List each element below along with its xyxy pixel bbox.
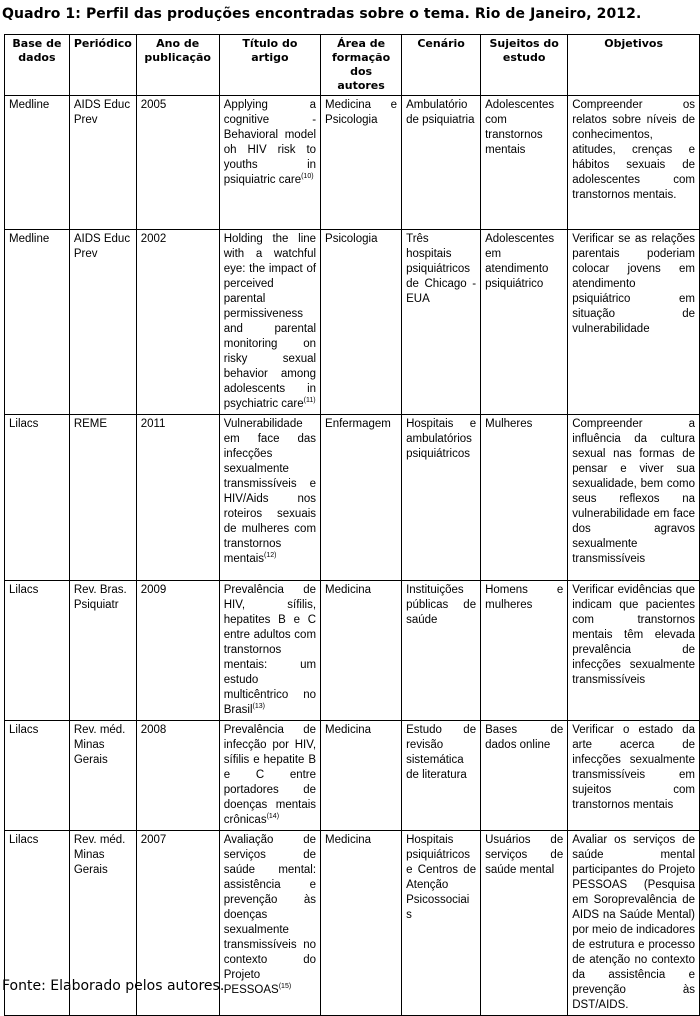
cell-objetivos: Avaliar os serviços de saúde mental participantes do Projeto PESSOAS (Pesquisa em Soroprevalência de AIDS na Saúde Mental) por meio de indicadores de estrutura e processo de atenção no contexto da assistência e prevenção às DST/AIDS. [568, 831, 700, 1016]
cell-area: Medicina [321, 721, 402, 831]
cell-ano: 2007 [136, 831, 219, 1016]
header-ano: Ano de publicação [136, 35, 219, 96]
reference-number: (12) [264, 552, 277, 560]
cell-sujeitos: Bases de dados online [481, 721, 568, 831]
header-objetivos: Objetivos [568, 35, 700, 96]
cell-sujeitos: Adolescentes com transtornos mentais [481, 96, 568, 230]
cell-base: Medline [5, 96, 70, 230]
cell-cenario: Ambulatório de psiquiatria [402, 96, 481, 230]
cell-ano: 2009 [136, 581, 219, 721]
cell-titulo [219, 831, 320, 1016]
reference-number: (14) [266, 813, 280, 821]
header-sujeitos: Sujeitos do estudo [481, 35, 568, 96]
cell-titulo [219, 415, 320, 581]
cell-cenario: Instituições públicas de saúde [402, 581, 481, 721]
cell-base: Lilacs [5, 581, 70, 721]
cell-area: Medicina [321, 831, 402, 1016]
cell-periodico: AIDS Educ Prev [69, 96, 136, 230]
cell-base: Lilacs [5, 415, 70, 581]
cell-periodico: Rev. méd. Minas Gerais [69, 831, 136, 1016]
cell-sujeitos: Usuários de serviços de saúde mental [481, 831, 568, 1016]
cell-periodico: Rev. Bras. Psiquiatr [69, 581, 136, 721]
cell-area: Medicina [321, 581, 402, 721]
header-cenario: Cenário [402, 35, 481, 96]
reference-number: (15) [278, 983, 292, 991]
cell-titulo [219, 96, 320, 230]
table-row [5, 721, 700, 831]
cell-titulo [219, 721, 320, 831]
cell-ano: 2005 [136, 96, 219, 230]
cell-base: Lilacs [5, 831, 70, 1016]
title-text: Applying a cognitive - Behavioral model oh HIV risk to youths in psiquiatric care [223, 99, 317, 186]
cell-sujeitos: Homens e mulheres [481, 581, 568, 721]
cell-base: Medline [5, 230, 70, 415]
table-row [5, 581, 700, 721]
title-text: Prevalência de infecção por HIV, sífilis e hepatite B e C entre portadores de doenças mentais crônicas [223, 724, 317, 826]
title-text: Prevalência de HIV, sífilis, hepatites B e C entre adultos com transtornos mentais: um estudo multicêntrico no Brasil [223, 584, 317, 716]
cell-area: Enfermagem [321, 415, 402, 581]
cell-objetivos: Compreender a influência da cultura sexual nas formas de pensar e viver sua sexualidade, bem como seus reflexos na vulnerabilidade em face dos agravos sexualmente transmissíveis [568, 415, 700, 581]
cell-periodico: Rev. méd. Minas Gerais [69, 721, 136, 831]
cell-titulo [219, 230, 320, 415]
source-note: Fonte: Elaborado pelos autores. [2, 978, 225, 994]
table-row [5, 96, 700, 230]
reference-number: (10) [301, 173, 314, 181]
header-titulo: Título do artigo [219, 35, 320, 96]
title-text: Vulnerabilidade em face das infecções sexualmente transmissíveis e HIV/Aids nos roteiros sexuais de mulheres com transtornos mentais [223, 418, 317, 565]
title-text: Avaliação de serviços de saúde mental: assistência e prevenção às doenças sexualmente transmissíveis no contexto do Projeto PESSOAS [223, 834, 317, 996]
cell-titulo [219, 581, 320, 721]
cell-base: Lilacs [5, 721, 70, 831]
cell-objetivos: Verificar evidências que indicam que pacientes com transtornos mentais têm elevada prevalência de infecções sexualmente transmissíveis [568, 581, 700, 721]
cell-cenario: Três hospitais psiquiátricos de Chicago - EUA [402, 230, 481, 415]
reference-number: (13) [252, 703, 265, 711]
cell-cenario: Hospitais e ambulatórios psiquiátricos [402, 415, 481, 581]
header-base: Base de dados [5, 35, 70, 96]
cell-objetivos: Verificar o estado da arte acerca de infecções sexualmente transmissíveis em sujeitos com transtornos mentais [568, 721, 700, 831]
profile-table [4, 34, 700, 1016]
cell-sujeitos: Mulheres [481, 415, 568, 581]
cell-periodico: AIDS Educ Prev [69, 230, 136, 415]
header-area: Área de formação dos autores [321, 35, 402, 96]
cell-area: Psicologia [321, 230, 402, 415]
table-row [5, 230, 700, 415]
cell-ano: 2008 [136, 721, 219, 831]
table-row [5, 415, 700, 581]
cell-objetivos: Compreender os relatos sobre níveis de conhecimentos, atitudes, crenças e hábitos sexuais de adolescentes com transtornos mentais. [568, 96, 700, 230]
header-periodico: Periódico [69, 35, 136, 96]
cell-area: Medicina e Psicologia [321, 96, 402, 230]
title-text: Holding the line with a watchful eye: the impact of perceived parental permissiveness and parental monitoring on risky sexual behavior among adolescents in psychiatric care [223, 233, 317, 410]
cell-periodico: REME [69, 415, 136, 581]
cell-cenario: Estudo de revisão sistemática de literatura [402, 721, 481, 831]
reference-number: (11) [303, 397, 316, 405]
cell-ano: 2002 [136, 230, 219, 415]
cell-ano: 2011 [136, 415, 219, 581]
table-caption: Quadro 1: Perfil das produções encontradas sobre o tema. Rio de Janeiro, 2012. [2, 6, 642, 22]
header-row [5, 35, 700, 96]
cell-objetivos: Verificar se as relações parentais poderiam colocar jovens em atendimento psiquiátrico em situação de vulnerabilidade [568, 230, 700, 415]
cell-cenario: Hospitais psiquiátricos e Centros de Atenção Psicossociai s [402, 831, 481, 1016]
cell-sujeitos: Adolescentes em atendimento psiquiátrico [481, 230, 568, 415]
